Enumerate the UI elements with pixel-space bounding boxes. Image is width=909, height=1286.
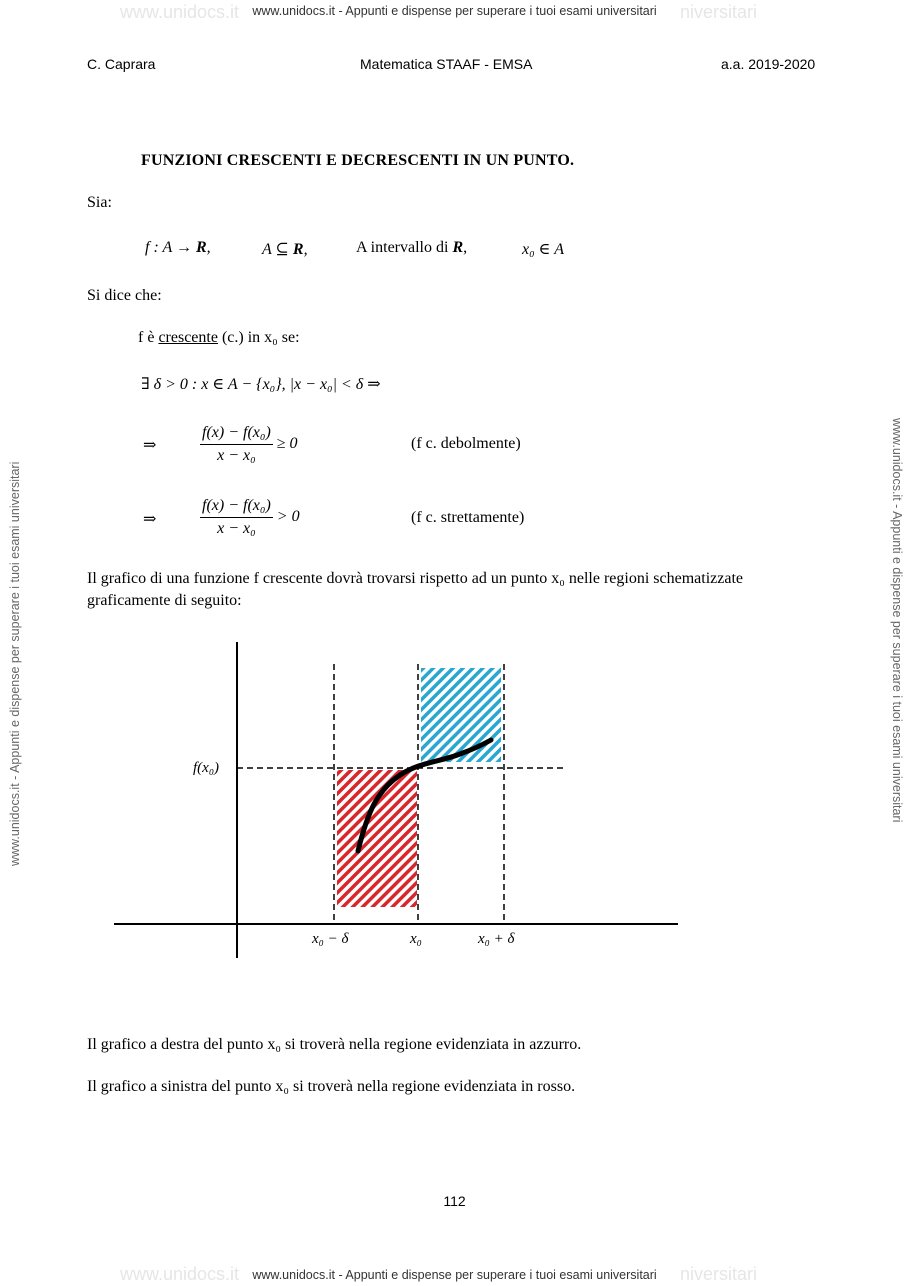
says-text: Si dice che: (87, 287, 162, 304)
implies-1: ⇒ (143, 437, 157, 454)
fraction-2: $\frac{\text{f(x) − f(x₀)}}{\text{x − x₀}}$ > 0 (202, 497, 300, 537)
paragraph-line-1: Il grafico di una funzione f crescente dovrà trovarsi rispetto ad un punto x₀ nelle regioni schematizzate (87, 570, 743, 587)
def-crescente: crescente (158, 329, 218, 346)
intro-text: Sia: (87, 194, 112, 211)
watermark-bottom: www.unidocs.it - Appunti e dispense per superare i tuoi esami universitari (252, 1268, 657, 1282)
paragraph-line-2: graficamente di seguito: (87, 592, 242, 609)
watermark-ghost-right-bottom: niversitari (680, 1264, 758, 1284)
watermark-right-side: www.unidocs.it - Appunti e dispense per superare i tuoi esami universitari (890, 418, 904, 823)
right-region-text: Il grafico a destra del punto x₀ si troverà nella regione evidenziata in azzurro. (87, 1036, 582, 1053)
blue-region (421, 668, 501, 762)
def-condition: ∃ δ > 0 : x ∈ A − {x₀}, |x − x₀| < δ ⇒ (141, 376, 381, 393)
note-weak: (f c. debolmente) (411, 435, 521, 452)
page-title: FUNZIONI CRESCENTI E DECRESCENTI IN UN PUNTO. (141, 152, 575, 169)
def-line: f è crescente (c.) in x₀ se: (138, 329, 300, 346)
label-x0-plus-delta: x₀ + δ (478, 931, 515, 947)
header-year: a.a. 2019-2020 (721, 56, 816, 72)
watermark-ghost-right: niversitari (680, 2, 758, 22)
left-region-text: Il grafico a sinistra del punto x₀ si troverà nella regione evidenziata in rosso. (87, 1078, 576, 1095)
label-f-x0: f(x₀) (193, 760, 220, 776)
hyp-A: A ⊆ R, (262, 241, 308, 258)
watermark-top: www.unidocs.it - Appunti e dispense per superare i tuoi esami universitari (252, 4, 657, 18)
label-x0-minus-delta: x₀ − δ (312, 931, 349, 947)
implies-2: ⇒ (143, 511, 157, 528)
hyp-interval: A intervallo di R, (356, 239, 468, 256)
watermark-ghost-left: www.unidocs.it (120, 2, 240, 22)
watermark-ghost-left-bottom: www.unidocs.it (120, 1264, 240, 1284)
header-course: Matematica STAAF - EMSA (360, 56, 533, 72)
watermark-left-side: www.unidocs.it - Appunti e dispense per superare i tuoi esami universitari (8, 461, 22, 866)
fraction-1: $\frac{\text{f(x) − f(x₀)}}{\text{x − x₀}}$ ≥ 0 (202, 424, 298, 464)
label-x0: x₀ (410, 931, 422, 947)
red-region (337, 770, 417, 907)
note-strict: (f c. strettamente) (411, 509, 525, 526)
page-number: 112 (443, 1193, 466, 1209)
header-author: C. Caprara (87, 56, 156, 72)
hyp-x0: x₀ ∈ A (522, 241, 564, 258)
hyp-f: f : A → R, (145, 239, 211, 256)
